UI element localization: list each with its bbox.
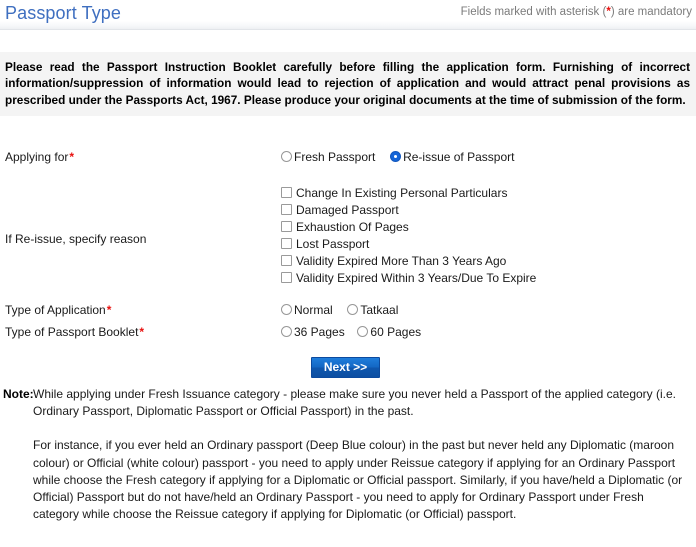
label-type-of-passport-booklet: Type of Passport Booklet* <box>5 325 145 339</box>
note-label: Note: <box>3 387 34 401</box>
radio-label-reissue-of-passport: Re-issue of Passport <box>403 150 515 164</box>
radio-option-tatkaal[interactable] <box>347 303 398 318</box>
radio-option-36-pages[interactable] <box>281 325 345 340</box>
radio-60-pages-icon[interactable] <box>357 326 368 337</box>
checkbox-row[interactable] <box>281 270 536 287</box>
radio-normal-icon[interactable] <box>281 304 292 315</box>
radio-label-normal: Normal <box>294 303 333 317</box>
note-body <box>33 386 688 523</box>
checkbox-label: Damaged Passport <box>296 203 399 217</box>
radio-option-fresh-passport[interactable] <box>281 150 375 165</box>
checkbox-row[interactable] <box>281 202 536 219</box>
radio-label-tatkaal: Tatkaal <box>360 303 399 317</box>
checkbox-label: Exhaustion Of Pages <box>296 220 409 234</box>
page-header <box>0 0 696 30</box>
checkbox-row[interactable] <box>281 236 536 253</box>
required-asterisk: * <box>106 303 112 317</box>
checkbox-row[interactable] <box>281 185 536 202</box>
note-paragraph-1: While applying under Fresh Issuance category - please make sure you never held a Passport of the applied category (i.e. Ordinary Passport, Diplomatic Passport or Official Passport) in the past. <box>33 387 677 419</box>
page-title: Passport Type <box>5 3 122 23</box>
mandatory-note-suffix: ) are mandatory <box>610 6 692 18</box>
checkbox-row[interactable] <box>281 219 536 236</box>
reissue-reason-checkbox-group <box>281 185 536 287</box>
asterisk-icon: * <box>606 6 611 18</box>
label-reissue-reason: If Re-issue, specify reason <box>5 232 147 246</box>
checkbox-change-in-existing-personal-particulars-icon[interactable] <box>281 187 292 198</box>
label-type-of-application: Type of Application* <box>5 303 112 317</box>
label-applying-for: Applying for* <box>5 150 75 164</box>
next-button[interactable]: Next >> <box>311 357 380 378</box>
mandatory-fields-note <box>461 4 692 20</box>
note-paragraph-2: For instance, if you ever held an Ordinary passport (Deep Blue colour) in the past but never held any Diplomatic (maroon colour) or Official (white colour) passport - you need to apply under Reissue category if applying for an Ordinary Passport while choose the Fresh category if applying for a Diplomatic or Official passport. Similarly, if you have/held a Diplomatic (or Official) Passport but do not have/held an Ordinary Passport - you need to apply for Ordinary Passport under Fresh category while choose the Reissue category if applying for Diplomatic (or Official) passport. <box>33 438 683 522</box>
checkbox-row[interactable] <box>281 253 536 270</box>
checkbox-label: Validity Expired Within 3 Years/Due To Expire <box>296 271 537 285</box>
radio-fresh-passport-icon[interactable] <box>281 151 292 162</box>
radio-label-36-pages: 36 Pages <box>294 325 345 339</box>
radio-option-normal[interactable] <box>281 303 333 318</box>
radio-option-reissue-of-passport[interactable] <box>390 150 514 165</box>
radio-option-60-pages[interactable] <box>357 325 421 340</box>
required-asterisk: * <box>139 325 145 339</box>
type-of-passport-booklet-radio-group <box>281 325 421 340</box>
checkbox-label: Validity Expired More Than 3 Years Ago <box>296 254 507 268</box>
mandatory-note-prefix: Fields marked with asterisk ( <box>460 6 607 18</box>
checkbox-label: Change In Existing Personal Particulars <box>296 186 508 200</box>
instruction-banner: Please read the Passport Instruction Booklet carefully before filling the application form. Furnishing of incorrect information/suppression of information would lead to rejection of application and would attract penal provisions as prescribed under the Passports Act, 1967. Please produce your original documents at the time of submission of the form. <box>0 52 696 116</box>
radio-36-pages-icon[interactable] <box>281 326 292 337</box>
checkbox-validity-expired-more-than-3-years-ago-icon[interactable] <box>281 255 292 266</box>
checkbox-exhaustion-of-pages-icon[interactable] <box>281 221 292 232</box>
radio-tatkaal-icon[interactable] <box>347 304 358 315</box>
radio-reissue-of-passport-icon[interactable] <box>390 151 401 162</box>
checkbox-label: Lost Passport <box>296 237 370 251</box>
radio-label-60-pages: 60 Pages <box>370 325 422 339</box>
applying-for-radio-group <box>281 150 514 165</box>
required-asterisk: * <box>69 150 75 164</box>
type-of-application-radio-group <box>281 303 398 318</box>
checkbox-validity-expired-within-3-years-icon[interactable] <box>281 272 292 283</box>
checkbox-lost-passport-icon[interactable] <box>281 238 292 249</box>
checkbox-damaged-passport-icon[interactable] <box>281 204 292 215</box>
radio-label-fresh-passport: Fresh Passport <box>294 150 376 164</box>
